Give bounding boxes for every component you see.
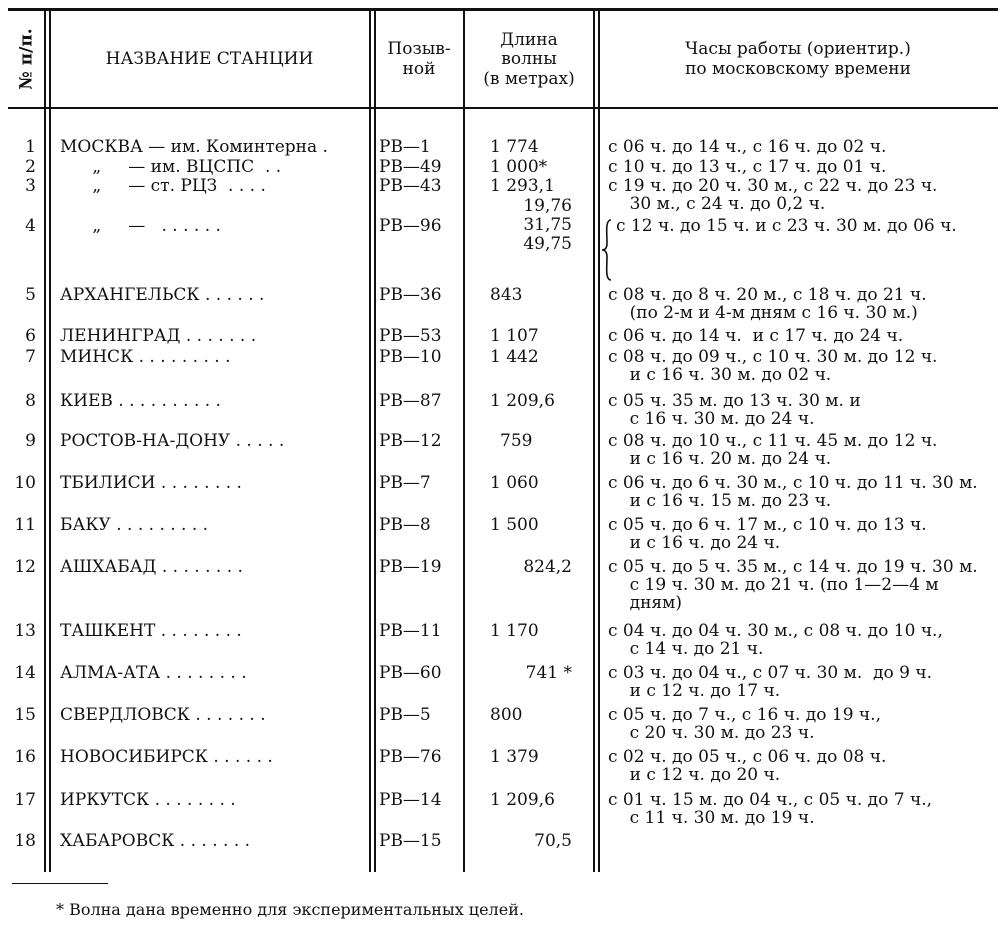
station-callsign: РВ—49 bbox=[379, 157, 442, 177]
station-callsign: РВ—87 bbox=[379, 391, 442, 411]
wavelength-value: 49,75 bbox=[523, 234, 572, 254]
wavelength-value: 1 500 bbox=[490, 515, 539, 535]
hours-line: с 06 ч. до 6 ч. 30 м., с 10 ч. до 11 ч. 30 м. bbox=[608, 473, 978, 493]
header-number-label: № п/п. bbox=[17, 28, 38, 90]
station-callsign: РВ—1 bbox=[379, 137, 431, 157]
wavelength-value: 1 209,6 bbox=[490, 790, 555, 810]
header-station-name-label: НАЗВАНИЕ СТАНЦИИ bbox=[105, 49, 314, 70]
station-callsign: РВ—7 bbox=[379, 473, 431, 493]
station-name: МОСКВА — им. Коминтерна . bbox=[60, 137, 328, 157]
hours-line: и с 12 ч. до 20 ч. bbox=[608, 765, 781, 785]
row-number: 1 bbox=[25, 137, 36, 157]
station-name: СВЕРДЛОВСК . . . . . . . bbox=[60, 705, 266, 725]
header-hours bbox=[600, 15, 996, 105]
wavelength-value: 1 000* bbox=[490, 157, 548, 177]
hours-line: с 08 ч. до 10 ч., с 11 ч. 45 м. до 12 ч. bbox=[608, 431, 938, 451]
station-callsign: РВ—10 bbox=[379, 347, 442, 367]
footnote-rule bbox=[12, 883, 108, 884]
wavelength-value: 1 774 bbox=[490, 137, 539, 157]
row-number: 16 bbox=[14, 747, 36, 767]
station-hours bbox=[608, 664, 998, 700]
hours-line: с 05 ч. до 5 ч. 35 м., с 14 ч. до 19 ч. 30 м. bbox=[608, 557, 978, 577]
station-callsign: РВ—14 bbox=[379, 790, 442, 810]
header-callsign-line: Позыв- bbox=[387, 39, 451, 60]
station-hours bbox=[608, 474, 998, 510]
station-wavelength bbox=[490, 158, 572, 177]
hours-line: 30 м., с 24 ч. до 0,2 ч. bbox=[608, 194, 826, 214]
station-callsign: РВ—36 bbox=[379, 285, 442, 305]
station-name: АРХАНГЕЛЬСК . . . . . . bbox=[60, 285, 265, 305]
station-hours bbox=[608, 177, 998, 213]
hours-line: с 16 ч. 30 м. до 24 ч. bbox=[608, 409, 815, 429]
row-number: 12 bbox=[14, 557, 36, 577]
hours-line: с 10 ч. до 13 ч., с 17 ч. до 01 ч. bbox=[608, 157, 887, 177]
station-name: РОСТОВ-НА-ДОНУ . . . . . bbox=[60, 431, 285, 451]
station-hours bbox=[608, 706, 998, 742]
header-callsign-line: ной bbox=[402, 59, 436, 79]
hours-line: и с 16 ч. 30 м. до 02 ч. bbox=[608, 365, 832, 385]
station-wavelength bbox=[490, 177, 572, 196]
station-name: „ — . . . . . . bbox=[60, 216, 221, 236]
row-number: 11 bbox=[14, 515, 36, 535]
header-wavelength bbox=[466, 15, 592, 105]
wavelength-value: 741 * bbox=[525, 663, 572, 683]
column-separator bbox=[49, 10, 51, 872]
station-hours bbox=[608, 348, 998, 384]
station-callsign: РВ—43 bbox=[379, 176, 442, 196]
station-wavelength bbox=[490, 558, 572, 577]
station-wavelength bbox=[490, 516, 572, 535]
header-callsign bbox=[376, 15, 462, 105]
hours-line: с 11 ч. 30 м. до 19 ч. bbox=[608, 808, 815, 828]
station-hours bbox=[608, 327, 998, 345]
station-name: ХАБАРОВСК . . . . . . . bbox=[60, 831, 251, 851]
header-hours-line: по московскому времени bbox=[685, 59, 911, 79]
hours-line: с 19 ч. 30 м. до 21 ч. (по 1—2—4 м bbox=[608, 575, 939, 595]
column-separator bbox=[369, 10, 371, 872]
station-wavelength bbox=[500, 432, 582, 451]
hours-line: с 01 ч. 15 м. до 04 ч., с 05 ч. до 7 ч., bbox=[608, 790, 933, 810]
station-wavelength bbox=[490, 832, 572, 851]
station-hours bbox=[608, 748, 998, 784]
station-wavelength bbox=[490, 286, 572, 305]
row-number: 7 bbox=[25, 347, 36, 367]
station-hours bbox=[608, 286, 998, 322]
hours-line: с 05 ч. 35 м. до 13 ч. 30 м. и bbox=[608, 391, 861, 411]
wavelength-value: 19,76 bbox=[523, 196, 572, 216]
hours-line: и с 16 ч. до 24 ч. bbox=[608, 533, 781, 553]
hours-line: с 14 ч. до 21 ч. bbox=[608, 639, 764, 659]
hours-line: с 05 ч. до 6 ч. 17 м., с 10 ч. до 13 ч. bbox=[608, 515, 927, 535]
wavelength-value: 1 170 bbox=[490, 621, 539, 641]
footnote: * Волна дана временно для экспериментальных целей. bbox=[56, 900, 524, 919]
wavelength-value: 1 209,6 bbox=[490, 391, 555, 411]
hours-line: с 06 ч. до 14 ч. и с 17 ч. до 24 ч. bbox=[608, 326, 904, 346]
station-callsign: РВ—76 bbox=[379, 747, 442, 767]
station-callsign: РВ—19 bbox=[379, 557, 442, 577]
station-callsign: РВ—8 bbox=[379, 515, 431, 535]
wavelength-value: 1 293,1 bbox=[490, 176, 555, 196]
column-separator bbox=[44, 10, 46, 872]
station-wavelength bbox=[490, 706, 572, 725]
wavelength-value: 800 bbox=[490, 705, 523, 725]
station-name: ТАШКЕНТ . . . . . . . . bbox=[60, 621, 242, 641]
header-station-name bbox=[52, 15, 367, 105]
station-name: АШХАБАД . . . . . . . . bbox=[60, 557, 243, 577]
column-separator bbox=[463, 10, 465, 872]
station-hours bbox=[608, 432, 998, 468]
station-wavelength bbox=[490, 748, 572, 767]
station-callsign: РВ—96 bbox=[379, 216, 442, 236]
row-number: 8 bbox=[25, 391, 36, 411]
station-callsign: РВ—60 bbox=[379, 663, 442, 683]
station-wavelength bbox=[490, 348, 572, 367]
station-callsign: РВ—53 bbox=[379, 326, 442, 346]
station-hours bbox=[608, 392, 998, 428]
station-name: КИЕВ . . . . . . . . . . bbox=[60, 391, 221, 411]
hours-line: с 08 ч. до 09 ч., с 10 ч. 30 м. до 12 ч. bbox=[608, 347, 938, 367]
hours-line: дням) bbox=[608, 593, 682, 613]
hours-line: с 12 ч. до 15 ч. и с 23 ч. 30 м. до 06 ч. bbox=[616, 216, 957, 236]
station-name: БАКУ . . . . . . . . . bbox=[60, 515, 209, 535]
station-callsign: РВ—5 bbox=[379, 705, 431, 725]
station-name: НОВОСИБИРСК . . . . . . bbox=[60, 747, 273, 767]
row-number: 14 bbox=[14, 663, 36, 683]
hours-line: с 20 ч. 30 м. до 23 ч. bbox=[608, 723, 815, 743]
hours-line: с 08 ч. до 8 ч. 20 м., с 18 ч. до 21 ч. bbox=[608, 285, 927, 305]
row-number: 6 bbox=[25, 326, 36, 346]
station-wavelength bbox=[490, 138, 572, 157]
station-callsign: РВ—11 bbox=[379, 621, 442, 641]
header-number bbox=[14, 15, 40, 103]
station-callsign: РВ—15 bbox=[379, 831, 442, 851]
row-number: 3 bbox=[25, 176, 36, 196]
hours-line: с 19 ч. до 20 ч. 30 м., с 22 ч. до 23 ч. bbox=[608, 176, 938, 196]
wavelength-value: 1 442 bbox=[490, 347, 539, 367]
station-wavelength bbox=[490, 622, 572, 641]
hours-line: с 04 ч. до 04 ч. 30 м., с 08 ч. до 10 ч., bbox=[608, 621, 943, 641]
station-wavelength bbox=[490, 664, 572, 683]
station-hours bbox=[608, 791, 998, 827]
brace-icon bbox=[601, 219, 613, 281]
row-number: 4 bbox=[25, 216, 36, 236]
station-wavelength bbox=[490, 474, 572, 493]
station-name: „ — им. ВЦСПС . . bbox=[60, 157, 282, 177]
header-wavelength-line: Длина bbox=[500, 29, 558, 50]
station-wavelength bbox=[490, 791, 572, 810]
station-name: „ — ст. РЦЗ . . . . bbox=[60, 176, 266, 196]
hours-line: с 03 ч. до 04 ч., с 07 ч. 30 м. до 9 ч. bbox=[608, 663, 933, 683]
wavelength-value: 31,75 bbox=[523, 215, 572, 235]
station-name: ЛЕНИНГРАД . . . . . . . bbox=[60, 326, 257, 346]
station-name: ТБИЛИСИ . . . . . . . . bbox=[60, 473, 242, 493]
hours-line: с 02 ч. до 05 ч., с 06 ч. до 08 ч. bbox=[608, 747, 887, 767]
station-callsign: РВ—12 bbox=[379, 431, 442, 451]
row-number: 17 bbox=[14, 790, 36, 810]
header-hours-line: Часы работы (ориентир.) bbox=[685, 39, 911, 60]
table-top-rule bbox=[8, 8, 998, 11]
row-number: 18 bbox=[14, 831, 36, 851]
station-name: ИРКУТСК . . . . . . . . bbox=[60, 790, 236, 810]
station-hours bbox=[608, 558, 998, 612]
station-wavelength bbox=[490, 392, 572, 411]
column-separator bbox=[374, 10, 376, 872]
hours-line: и с 12 ч. до 17 ч. bbox=[608, 681, 781, 701]
table-header-rule bbox=[8, 107, 998, 109]
station-wavelength bbox=[490, 327, 572, 346]
wavelength-value: 843 bbox=[490, 285, 523, 305]
wavelength-value: 1 379 bbox=[490, 747, 539, 767]
row-number: 9 bbox=[25, 431, 36, 451]
station-hours bbox=[616, 217, 1000, 235]
column-separator bbox=[593, 10, 595, 872]
row-number: 2 bbox=[25, 157, 36, 177]
hours-line: с 06 ч. до 14 ч., с 16 ч. до 02 ч. bbox=[608, 137, 887, 157]
station-wavelength bbox=[490, 197, 572, 254]
hours-line: (по 2-м и 4-м дням с 16 ч. 30 м.) bbox=[608, 303, 918, 323]
header-wavelength-line: (в метрах) bbox=[483, 68, 575, 89]
station-hours bbox=[608, 158, 998, 176]
row-number: 15 bbox=[14, 705, 36, 725]
row-number: 10 bbox=[14, 473, 36, 493]
station-hours bbox=[608, 138, 998, 156]
station-name: МИНСК . . . . . . . . . bbox=[60, 347, 231, 367]
hours-line: с 05 ч. до 7 ч., с 16 ч. до 19 ч., bbox=[608, 705, 881, 725]
header-wavelength-line: волны bbox=[501, 49, 557, 70]
hours-line: и с 16 ч. 20 м. до 24 ч. bbox=[608, 449, 832, 469]
wavelength-value: 1 060 bbox=[490, 473, 539, 493]
wavelength-value: 70,5 bbox=[534, 831, 572, 851]
wavelength-value: 824,2 bbox=[523, 557, 572, 577]
column-separator bbox=[598, 10, 600, 872]
wavelength-value: 1 107 bbox=[490, 326, 539, 346]
wavelength-value: 759 bbox=[500, 431, 533, 451]
row-number: 5 bbox=[25, 285, 36, 305]
row-number: 13 bbox=[14, 621, 36, 641]
station-name: АЛМА-АТА . . . . . . . . bbox=[60, 663, 247, 683]
station-hours bbox=[608, 622, 998, 658]
hours-line: и с 16 ч. 15 м. до 23 ч. bbox=[608, 491, 832, 511]
station-hours bbox=[608, 516, 998, 552]
